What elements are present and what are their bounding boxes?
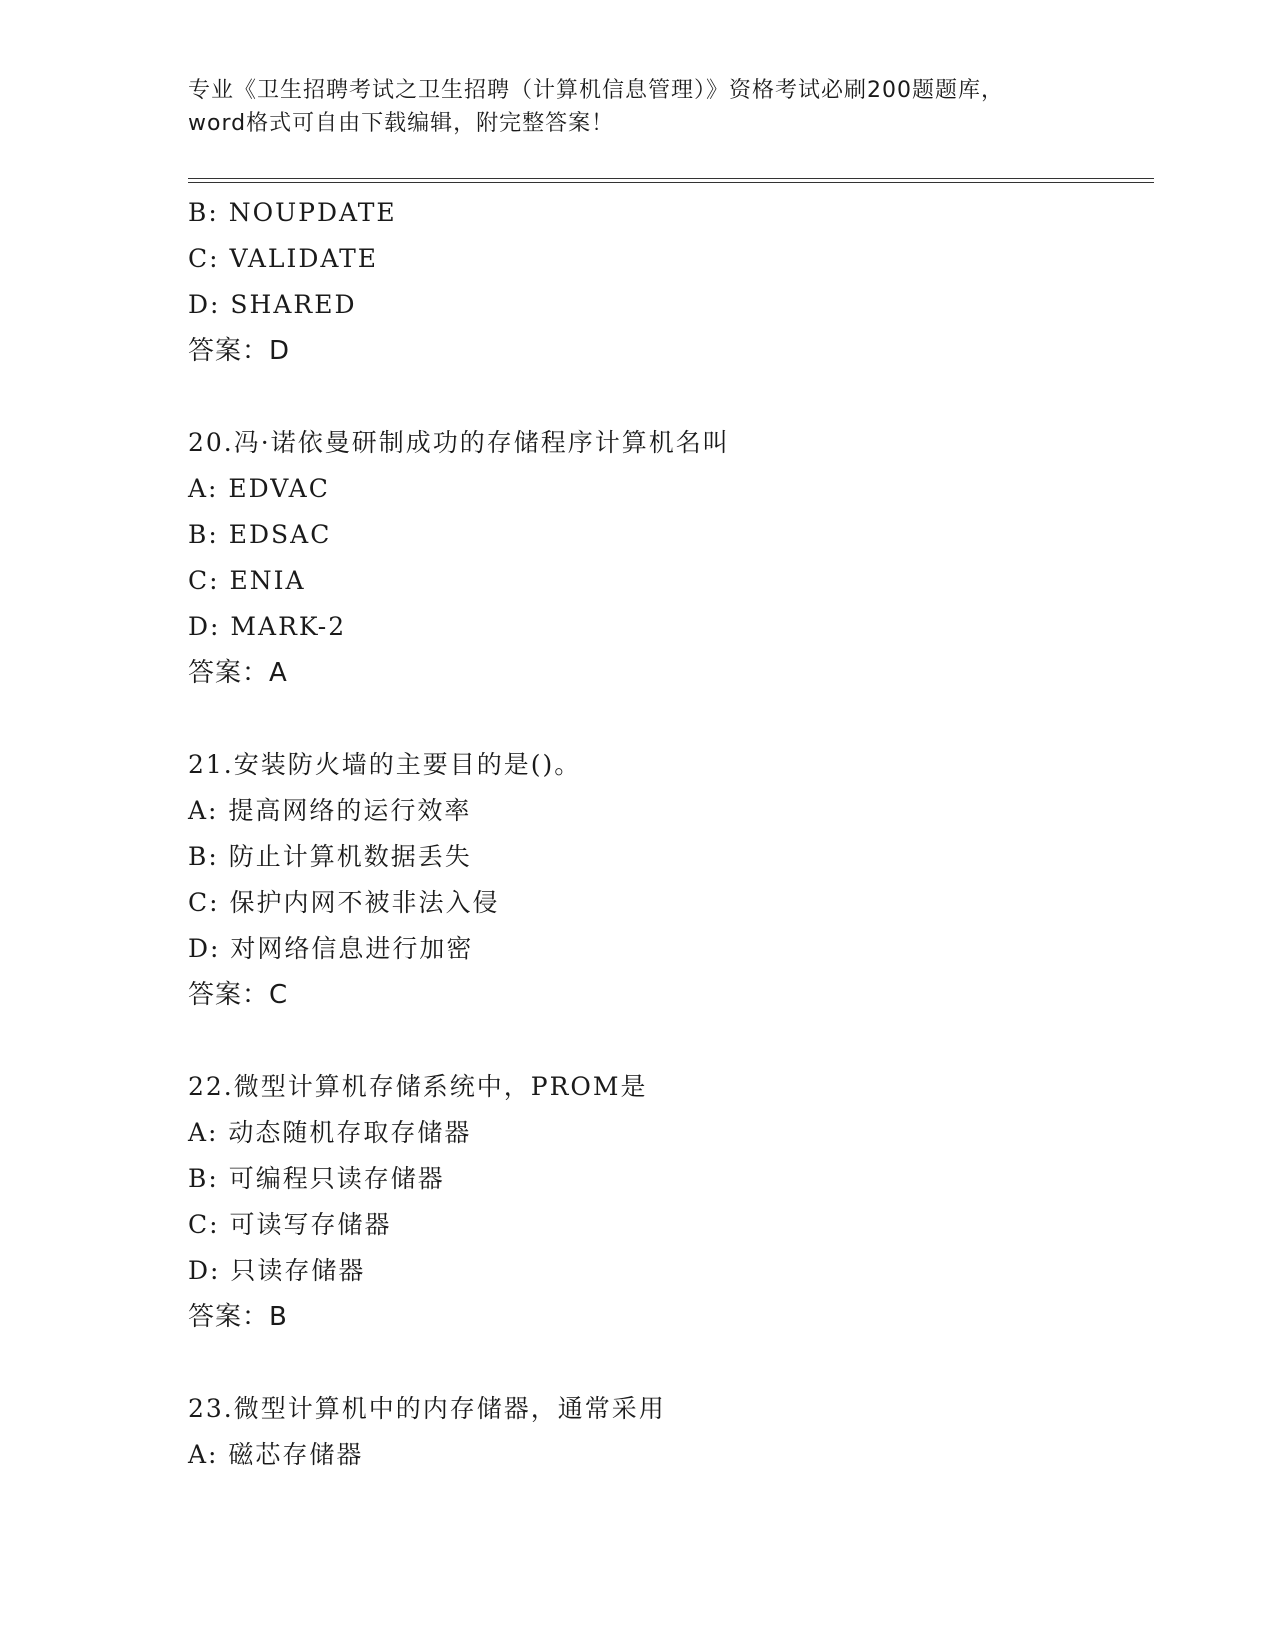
document-header — [188, 74, 1088, 140]
answer-line: 答案：D — [188, 336, 291, 366]
question-text: 21.安装防火墙的主要目的是()。 — [188, 750, 582, 779]
option-b: B: 防止计算机数据丢失 — [188, 842, 472, 871]
spacer — [188, 374, 1148, 420]
answer-line: 答案：B — [188, 1302, 288, 1332]
question-22 — [188, 1064, 1148, 1340]
option-c: C: VALIDATE — [188, 244, 379, 273]
option-c: C: 可读写存储器 — [188, 1210, 392, 1239]
option-a: A: 动态随机存取存储器 — [188, 1118, 472, 1147]
option-d: D: MARK-2 — [188, 612, 347, 641]
option-b: B: NOUPDATE — [188, 198, 397, 227]
header-line-2: word格式可自由下载编辑，附完整答案！ — [188, 111, 615, 136]
header-line-1: 专业《卫生招聘考试之卫生招聘（计算机信息管理）》资格考试必刷200题题库， — [188, 78, 1004, 103]
header-rule-bottom — [188, 182, 1154, 183]
option-d: D: 对网络信息进行加密 — [188, 934, 474, 963]
option-a: A: 提高网络的运行效率 — [188, 796, 472, 825]
spacer — [188, 1340, 1148, 1386]
spacer — [188, 1018, 1148, 1064]
option-d: D: 只读存储器 — [188, 1256, 366, 1285]
option-a: A: 磁芯存储器 — [188, 1440, 364, 1469]
answer-line: 答案：C — [188, 980, 289, 1010]
spacer — [188, 696, 1148, 742]
option-c: C: ENIA — [188, 566, 306, 595]
question-19-continued — [188, 190, 1148, 374]
question-20 — [188, 420, 1148, 696]
answer-line: 答案：A — [188, 658, 288, 688]
question-text: 20.冯·诺依曼研制成功的存储程序计算机名叫 — [188, 428, 730, 457]
question-text: 23.微型计算机中的内存储器，通常采用 — [188, 1394, 666, 1423]
option-c: C: 保护内网不被非法入侵 — [188, 888, 500, 917]
option-b: B: 可编程只读存储器 — [188, 1164, 445, 1193]
question-text: 22.微型计算机存储系统中，PROM是 — [188, 1072, 648, 1101]
question-list — [188, 190, 1148, 1478]
header-rule-top — [188, 178, 1154, 179]
question-21 — [188, 742, 1148, 1018]
option-d: D: SHARED — [188, 290, 357, 319]
option-a: A: EDVAC — [188, 474, 330, 503]
question-23 — [188, 1386, 1148, 1478]
option-b: B: EDSAC — [188, 520, 332, 549]
